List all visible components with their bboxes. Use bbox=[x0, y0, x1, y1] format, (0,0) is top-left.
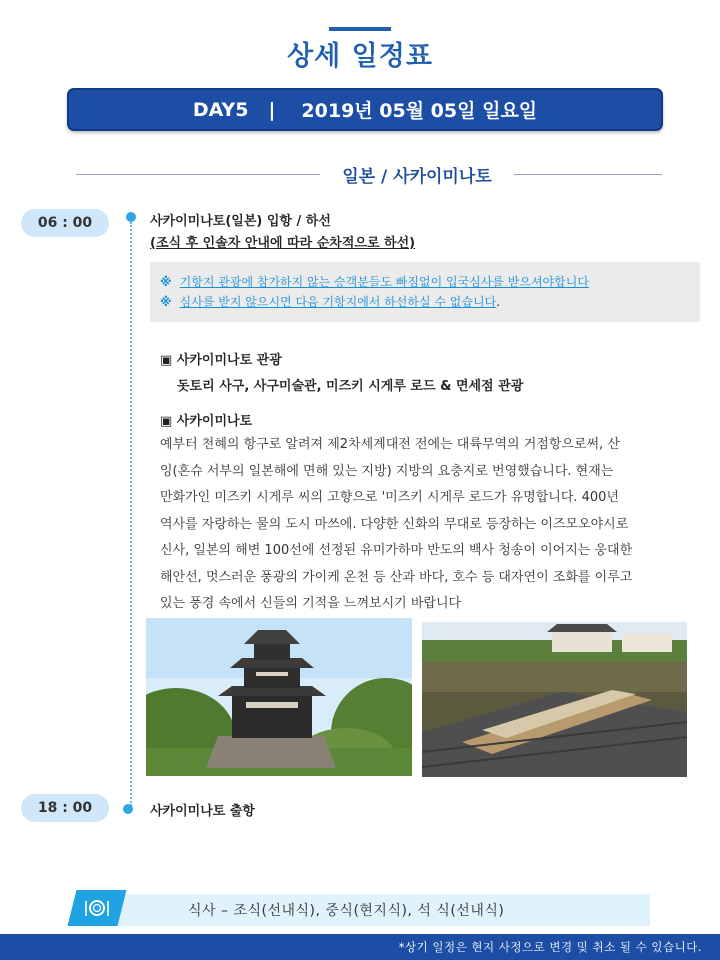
about-line: 만화가인 미즈키 시게루 씨의 고향으로 '미즈키 시게루 로드가 유명합니다. 400년 bbox=[160, 490, 620, 505]
notice-box bbox=[150, 262, 700, 322]
meal-info: 식사 – 조식(선내식), 중식(현지식), 석 식(선내식) bbox=[188, 903, 505, 919]
notice-line-2-tail: . bbox=[496, 295, 501, 309]
about-line: 역사를 자랑하는 물의 도시 마쓰에. 다양한 신화의 무대로 등장하는 이즈모오야시로 bbox=[160, 516, 629, 532]
time-badge-departure: 18 : 00 bbox=[21, 794, 109, 822]
day-banner bbox=[67, 88, 663, 131]
page-title: 상세 일정표 bbox=[287, 41, 433, 72]
footer-note: *상기 일정은 현지 사정으로 변경 및 취소 될 수 있습니다. bbox=[398, 940, 702, 954]
tour-heading: ▣ 사카이미나토 관광 bbox=[160, 353, 282, 368]
notice-link-2[interactable]: 심사를 받지 않으시면 다음 기항지에서 하선하실 수 없습니다 bbox=[179, 295, 497, 309]
notice-line-2 bbox=[160, 292, 700, 312]
about-line: 예부터 천혜의 항구로 알려져 제2차세계대전 전에는 대륙무역의 거점항으로써, 산 bbox=[160, 437, 620, 452]
about-line: 해안선, 멋스러운 풍광의 가이케 온천 등 산과 바다, 호수 등 대자연이 조화를 이루고 bbox=[160, 569, 633, 585]
about-description bbox=[160, 432, 654, 618]
timeline-line bbox=[130, 222, 132, 806]
boat-photo bbox=[422, 622, 687, 777]
about-heading: ▣ 사카이미나토 bbox=[160, 414, 253, 429]
notice-marker-icon: ※ bbox=[160, 295, 172, 309]
footer-bar bbox=[0, 934, 720, 960]
notice-marker-icon: ※ bbox=[160, 275, 172, 289]
arrival-subtitle: (조식 후 인솔자 안내에 따라 순차적으로 하선) bbox=[150, 236, 416, 251]
title-accent-bar bbox=[329, 27, 391, 31]
notice-link-1[interactable]: 기항지 관광에 참가하지 않는 승객분들도 빠짐없이 입국심사를 받으셔야합니다 bbox=[179, 275, 589, 289]
about-line: 있는 풍경 속에서 신들의 기적을 느껴보시기 바랍니다 bbox=[160, 596, 462, 611]
day-label: DAY5 bbox=[192, 98, 249, 121]
day-date: 2019년 05월 05일 일요일 bbox=[301, 100, 538, 122]
tour-detail: 돗토리 사구, 사구미술관, 미즈키 시게루 로드 & 면세점 관광 bbox=[177, 379, 524, 394]
location-title: 일본 / 사카이미나토 bbox=[342, 167, 492, 187]
day-separator: | bbox=[268, 98, 276, 121]
location-divider-left bbox=[76, 174, 320, 175]
about-line: 신사, 일본의 해변 100선에 선정된 유미가하마 반도의 백사 청송이 이어지는 웅대한 bbox=[160, 543, 633, 558]
about-line: 잉(혼슈 서부의 일본해에 면해 있는 지방) 지방의 요충지로 번영했습니다. 현재는 bbox=[160, 463, 614, 479]
notice-line-1 bbox=[160, 272, 700, 292]
departure-title: 사카이미나토 출항 bbox=[150, 804, 255, 819]
arrival-title: 사카이미나토(일본) 입항 / 하선 bbox=[150, 214, 331, 229]
timeline-dot-departure bbox=[123, 804, 133, 814]
timeline-dot-arrival bbox=[126, 212, 136, 222]
castle-photo bbox=[146, 618, 412, 776]
location-divider-right bbox=[514, 174, 662, 175]
dish-icon bbox=[84, 897, 110, 919]
time-badge-arrival: 06 : 00 bbox=[21, 209, 109, 237]
meal-icon-box bbox=[68, 890, 127, 926]
